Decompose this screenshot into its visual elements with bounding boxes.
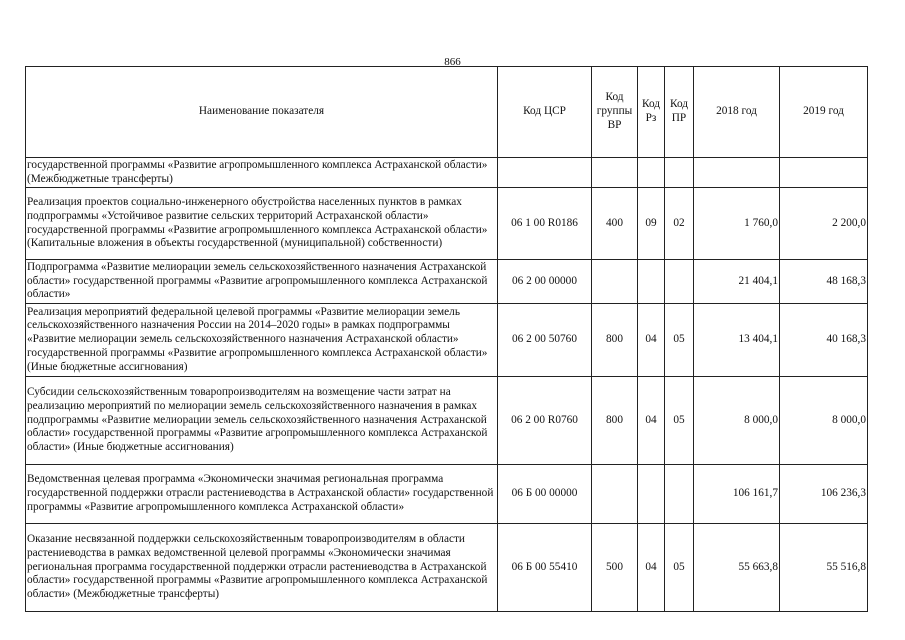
- row-value-2018: 13 404,1: [694, 304, 780, 377]
- row-pr-code: [665, 465, 694, 524]
- row-csr-code: 06 2 00 00000: [498, 260, 592, 304]
- page-number: 866: [444, 56, 461, 68]
- row-value-2018: 21 404,1: [694, 260, 780, 304]
- header-csr-code: Код ЦСР: [498, 67, 592, 158]
- row-name: Подпрограмма «Развитие мелиорации земель сельскохозяйственного назначения Астраханской области» государственной программы «Развитие агропромышленного комплекса Астраханской области»: [26, 260, 498, 304]
- table-row: [26, 188, 868, 260]
- row-name: Реализация мероприятий федеральной целевой программы «Развитие мелиорации земель сельскохозяйственного назначения России на 2014–2020 годы» в рамках подпрограммы «Развитие мелиорации земель сельскохозяйственного назначения Астраханской области» государственной программы «Развитие агропромышленного комплекса Астраханской области» (Иные бюджетные ассигнования): [26, 304, 498, 377]
- row-csr-code: 06 1 00 R0186: [498, 188, 592, 260]
- header-name: Наименование показателя: [26, 67, 498, 158]
- table-row: [26, 465, 868, 524]
- row-value-2018: 8 000,0: [694, 377, 780, 465]
- row-csr-code: [498, 158, 592, 188]
- row-name: Субсидии сельскохозяйственным товаропроизводителям на возмещение части затрат на реализацию мероприятий по мелиорации земель сельскохозяйственного назначения в рамках подпрограммы «Развитие мелиорации земель сельскохозяйственного назначения Астраханской области» государственной программы «Развитие агропромышленного комплекса Астраханской области» (Иные бюджетные ассигнования): [26, 377, 498, 465]
- row-pr-code: 02: [665, 188, 694, 260]
- row-rz-code: 04: [638, 524, 665, 612]
- row-pr-code: [665, 260, 694, 304]
- row-vr-code: 500: [592, 524, 638, 612]
- row-pr-code: [665, 158, 694, 188]
- row-value-2019: 40 168,3: [780, 304, 868, 377]
- row-value-2019: 55 516,8: [780, 524, 868, 612]
- row-pr-code: 05: [665, 377, 694, 465]
- row-value-2019: 48 168,3: [780, 260, 868, 304]
- row-pr-code: 05: [665, 524, 694, 612]
- table-row: [26, 377, 868, 465]
- table-row: [26, 260, 868, 304]
- row-value-2019: 8 000,0: [780, 377, 868, 465]
- row-name: государственной программы «Развитие агропромышленного комплекса Астраханской области» (Межбюджетные трансферты): [26, 158, 498, 188]
- row-name: Оказание несвязанной поддержки сельскохозяйственным товаропроизводителям в области растениеводства в рамках ведомственной целевой программы «Экономически значимая региональная программа государственной поддержки отрасли растениеводства в Астраханской области» государственной программы «Развитие агропромышленного комплекса Астраханской области» (Межбюджетные трансферты): [26, 524, 498, 612]
- row-pr-code: 05: [665, 304, 694, 377]
- budget-table: [25, 66, 868, 612]
- row-csr-code: 06 2 00 50760: [498, 304, 592, 377]
- header-year-2018: 2018 год: [694, 67, 780, 158]
- header-vr-code: Код группы ВР: [592, 67, 638, 158]
- row-rz-code: 04: [638, 304, 665, 377]
- row-vr-code: 800: [592, 304, 638, 377]
- row-csr-code: 06 2 00 R0760: [498, 377, 592, 465]
- row-vr-code: [592, 260, 638, 304]
- row-rz-code: 04: [638, 377, 665, 465]
- row-vr-code: 800: [592, 377, 638, 465]
- row-csr-code: 06 Б 00 00000: [498, 465, 592, 524]
- table-row: [26, 158, 868, 188]
- row-name: Реализация проектов социально-инженерного обустройства населенных пунктов в рамках подпрограммы «Устойчивое развитие сельских территорий Астраханской области» государственной программы «Развитие агропромышленного комплекса Астраханской области» (Капитальные вложения в объекты государственной (муниципальной) собственности): [26, 188, 498, 260]
- row-value-2019: [780, 158, 868, 188]
- row-rz-code: [638, 465, 665, 524]
- header-pr-code: Код ПР: [665, 67, 694, 158]
- row-vr-code: [592, 158, 638, 188]
- row-value-2018: 106 161,7: [694, 465, 780, 524]
- row-vr-code: 400: [592, 188, 638, 260]
- table-row: [26, 524, 868, 612]
- row-rz-code: [638, 158, 665, 188]
- row-csr-code: 06 Б 00 55410: [498, 524, 592, 612]
- row-vr-code: [592, 465, 638, 524]
- row-value-2018: 1 760,0: [694, 188, 780, 260]
- header-year-2019: 2019 год: [780, 67, 868, 158]
- row-rz-code: 09: [638, 188, 665, 260]
- table-header-row: [26, 67, 868, 158]
- header-rz-code: Код Рз: [638, 67, 665, 158]
- row-name: Ведомственная целевая программа «Экономически значимая региональная программа государственной поддержки отрасли растениеводства в Астраханской области» государственной программы «Развитие агропромышленного комплекса Астраханской области»: [26, 465, 498, 524]
- table-row: [26, 304, 868, 377]
- row-value-2019: 106 236,3: [780, 465, 868, 524]
- row-value-2018: [694, 158, 780, 188]
- row-value-2019: 2 200,0: [780, 188, 868, 260]
- row-rz-code: [638, 260, 665, 304]
- row-value-2018: 55 663,8: [694, 524, 780, 612]
